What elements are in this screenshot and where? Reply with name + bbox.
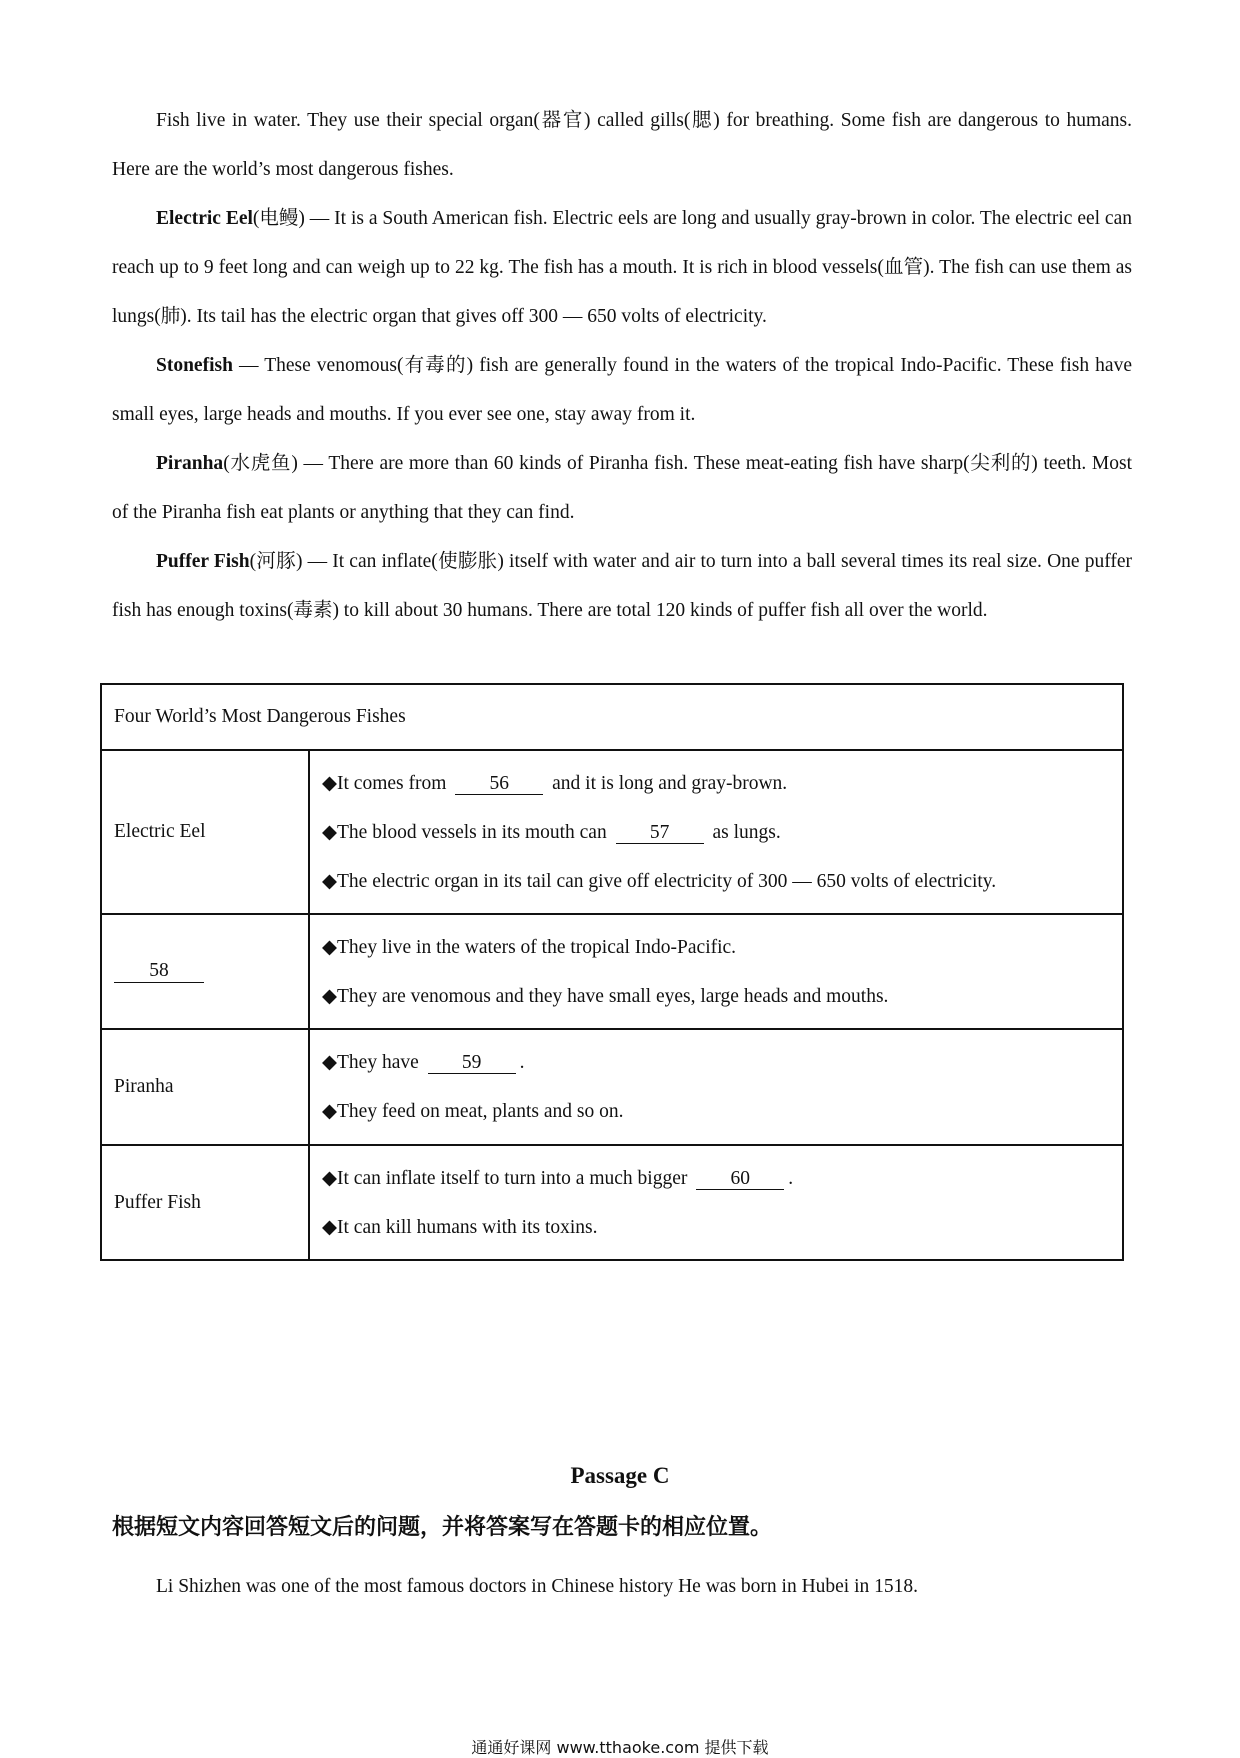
table-title-row	[101, 684, 1123, 750]
table-row	[101, 1029, 1123, 1145]
answer-blank: 58	[114, 960, 204, 983]
row-details	[309, 750, 1123, 914]
table-row	[101, 1145, 1123, 1260]
row-name: Puffer Fish	[101, 1145, 309, 1260]
row-name: Piranha	[101, 1029, 309, 1145]
bullet-line	[322, 1038, 1110, 1087]
bullet-text: .	[788, 1167, 794, 1189]
bullet-line: ◆It can kill humans with its toxins.	[322, 1216, 598, 1238]
piranha-text: (水虎鱼) — There are more than 60 kinds of Piranha fish. These meat-eating fish have sharp(尖利的) teeth. Most of the Piranha fish eat plants or anything that they can find.	[112, 453, 1132, 523]
fish-table	[100, 683, 1124, 1261]
bullet-text: as lungs.	[707, 821, 781, 843]
bullet-text: ◆It comes from	[322, 772, 452, 794]
row-name: Electric Eel	[101, 750, 309, 914]
electric-eel-text: (电鳗) — It is a South American fish. Electric eels are long and usually gray-brown in color. The electric eel can reach up to 9 feet long and can weigh up to 22 kg. The fish has a mouth. It is rich in blood vessels(血管). The fish can use them as lungs(肺). Its tail has the electric organ that gives off 300 — 650 volts of electricity.	[112, 208, 1132, 327]
passage-c-first-line	[112, 1562, 1132, 1611]
intro-text: Fish live in water. They use their special organ(器官) called gills(腮) for breathing. Some fish are dangerous to humans. Here are the world’s most dangerous fishes.	[112, 110, 1132, 180]
puffer-term: Puffer Fish	[156, 551, 250, 572]
bullet-line	[322, 808, 1110, 857]
answer-blank: 57	[616, 823, 704, 844]
bullet-line: ◆They feed on meat, plants and so on.	[322, 1101, 624, 1122]
table-row	[101, 914, 1123, 1029]
electric-eel-paragraph	[112, 194, 1132, 341]
stonefish-paragraph	[112, 341, 1132, 439]
bullet-text: ◆The blood vessels in its mouth can	[322, 821, 612, 843]
stonefish-text: — These venomous(有毒的) fish are generally found in the waters of the tropical Indo-Pacific. These fish have small eyes, large heads and mouths. If you ever see one, stay away from it.	[112, 355, 1132, 425]
answer-blank: 59	[428, 1053, 516, 1074]
puffer-paragraph	[112, 537, 1132, 635]
bullet-line: ◆The electric organ in its tail can give off electricity of 300 — 650 volts of electricity.	[322, 870, 997, 892]
bullet-line: ◆They are venomous and they have small eyes, large heads and mouths.	[322, 985, 889, 1007]
stonefish-term: Stonefish	[156, 355, 233, 376]
piranha-term: Piranha	[156, 453, 224, 474]
electric-eel-term: Electric Eel	[156, 208, 253, 229]
row-details	[309, 1145, 1123, 1260]
bullet-text: and it is long and gray-brown.	[547, 772, 788, 794]
intro-paragraph	[112, 96, 1132, 194]
passage-c-text: Li Shizhen was one of the most famous doctors in Chinese history He was born in Hubei in 1518.	[156, 1576, 919, 1597]
row-details	[309, 914, 1123, 1029]
bullet-text: ◆It can inflate itself to turn into a much bigger	[322, 1167, 693, 1189]
page-footer: 通通好课网 www.tthaoke.com 提供下载	[471, 1738, 769, 1757]
answer-blank: 60	[696, 1169, 784, 1190]
bullet-line: ◆They live in the waters of the tropical Indo-Pacific.	[322, 936, 737, 958]
passage-c-title: Passage C	[570, 1463, 670, 1488]
row-details	[309, 1029, 1123, 1145]
row-name	[101, 914, 309, 1029]
table-title: Four World’s Most Dangerous Fishes	[101, 684, 1123, 750]
table-row	[101, 750, 1123, 914]
bullet-line	[322, 1154, 1110, 1203]
piranha-paragraph	[112, 439, 1132, 537]
puffer-text: (河豚) — It can inflate(使膨胀) itself with water and air to turn into a ball several times its real size. One puffer fish has enough toxins(毒素) to kill about 30 humans. There are total 120 kinds of puffer fish all over the world.	[112, 551, 1132, 621]
bullet-text: ◆They have	[322, 1052, 424, 1073]
bullet-text: .	[519, 1052, 525, 1073]
answer-blank: 56	[455, 774, 543, 795]
bullet-line	[322, 759, 1110, 808]
passage-c-instruction: 根据短文内容回答短文后的问题，并将答案写在答题卡的相应位置。	[112, 1515, 773, 1540]
